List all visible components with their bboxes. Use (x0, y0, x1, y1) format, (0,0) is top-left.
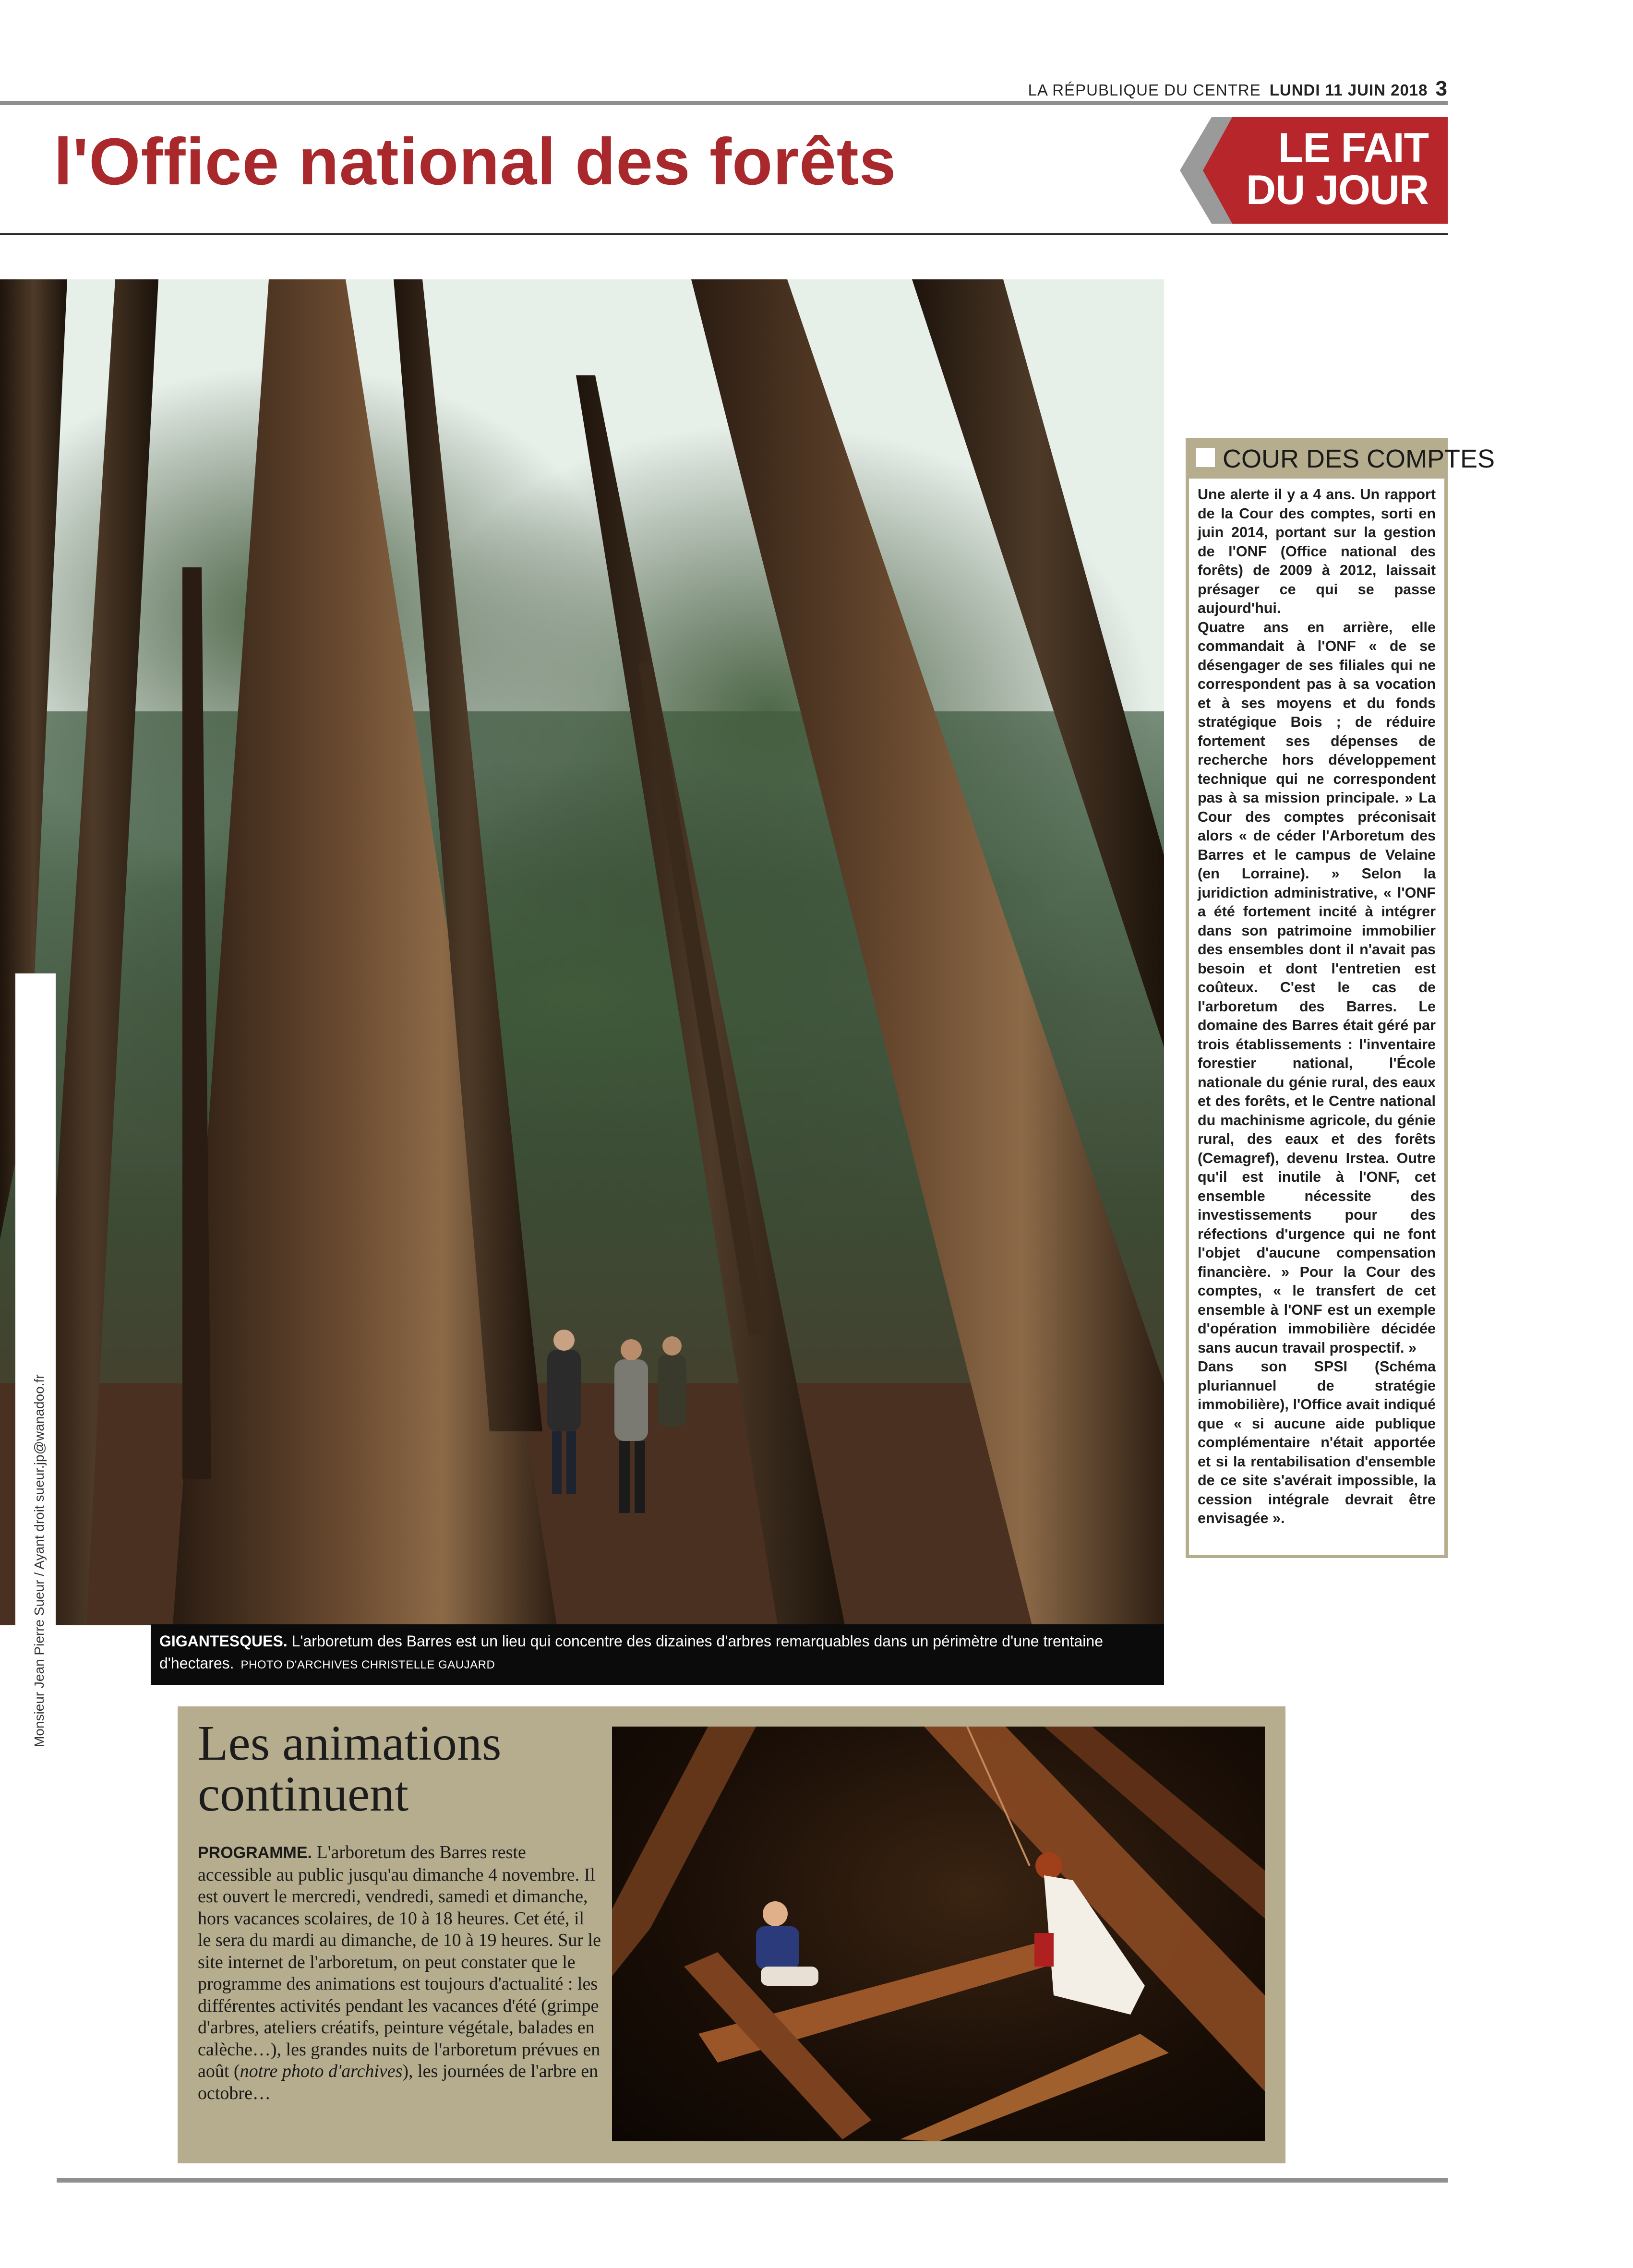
sidebar-paragraph: Dans son SPSI (Schéma pluriannuel de stratégie immobilière), l'Office avait indiqué que « si aucune aide publique complémentaire n'était apportée et si la rentabilisation d'ensemble de ce site s'avérait impossible, la cession intégrale devrait être envisagée ». (1198, 1358, 1436, 1526)
badge-line-1: LE FAIT (1278, 125, 1429, 171)
night-tree-illustration (612, 1727, 1265, 2141)
person-sitting (756, 1901, 818, 1986)
top-rule (0, 101, 1448, 105)
sidebar-paragraph-text: Un rapport de la Cour des comptes, sorti en juin 2014, portant sur la gestion de l'ONF (Office national des forêts) de 2009 à 2012, laissait présager ce qui se passe aujourd'hui. (1198, 486, 1436, 616)
sidebar-kicker: Une alerte il y a 4 ans. (1198, 486, 1356, 503)
animations-text-part2: ), les journées de l'arbre en octobre… (198, 2061, 599, 2103)
masthead (1028, 77, 1448, 101)
caption-lead: GIGANTESQUES. (159, 1632, 288, 1650)
animations-text-italic: notre photo d'archives (240, 2061, 403, 2081)
sidebar-paragraph (1198, 485, 1436, 618)
animations-text (198, 1842, 601, 2104)
main-photo-forest (0, 279, 1164, 1625)
fait-du-jour-badge (1180, 117, 1448, 224)
caption-credit: PHOTO D'ARCHIVES CHRISTELLE GAUJARD (240, 1658, 495, 1671)
badge-line-2: DU JOUR (1246, 167, 1429, 213)
sidebar-paragraph: Quatre ans en arrière, elle commandait à l'ONF « de se désengager de ses filiales qui ne correspondent pas à sa vocation et à ses moyens et du fonds stratégique Bois ; de réduire fortement ses dépenses de recherche hors développement technique qui ne correspondent pas à sa mission principale. » La Cour des comptes préconisait alors « de céder l'Arboretum des Barres et le campus de Velaine (en Lorraine). » Selon la juridiction administrative, « l'ONF a été fortement incité à intégrer dans son patrimoine immobilier des ensembles dont il n'avait pas besoin et dont l'entretien est coûteux. C'est le cas de l'arboretum des Barres. Le domaine des Barres était géré par trois établissements : l'inventaire forestier national, l'École nationale du génie rural, des eaux et des forêts, et le Centre national du machinisme agricole, du génie rural, des eaux et des forêts (Cemagref), devenu Irstea. Outre qu'il est inutile à l'ONF, cet ensemble nécessite des investissements pour des réfections d'urgence qui ne font l'objet d'aucune compensation financière. » Pour la Cour des comptes, « le transfert de cet ensemble à l'ONF est un exemple d'opération immobilière décidée sans aucun travail prospectif. » (1198, 619, 1436, 1356)
animations-box (178, 1706, 1285, 2163)
header-rule (0, 233, 1448, 235)
animations-kicker: PROGRAMME. (198, 1844, 312, 1862)
square-bullet-icon (1196, 448, 1215, 467)
forest-illustration (0, 279, 1164, 1625)
animations-text-part1: L'arboretum des Barres reste accessible au public jusqu'au dimanche 4 novembre. Il est ouvert le mercredi, vendredi, samedi et dimanche, hors vacances scolaires, de 10 à 18 heures. Cet été, il le sera du mardi au dimanche, de 10 à 19 heures. Sur le site internet de l'arboretum, on peut constater que le programme des animations est toujours d'actualité : les différentes activités pendant les vacances d'été (grimpe d'arbres, ateliers créatifs, peinture végétale, balades en calèche…), les grandes nuits de l'arboretum prévues en août ( (198, 1842, 601, 2081)
sidebar-body (1198, 485, 1436, 1528)
vertical-photo-credit: Monsieur Jean Pierre Sueur / Ayant droit sueur.jp@wanadoo.fr (32, 1374, 47, 1747)
animations-title: Les animations continuent (198, 1716, 502, 1822)
page-headline: l'Office national des forêts (54, 125, 897, 199)
sidebar-title: COUR DES COMPTES (1223, 444, 1495, 473)
bottom-rule (57, 2178, 1448, 2183)
caption-text: L'arboretum des Barres est un lieu qui concentre des dizaines d'arbres remarquables dans un périmètre d'une trentaine d'hectares. (159, 1632, 1103, 1672)
main-photo-caption (151, 1624, 1164, 1685)
page-number: 3 (1435, 77, 1448, 100)
issue-date: LUNDI 11 JUIN 2018 (1269, 81, 1428, 99)
animations-photo-night (612, 1727, 1265, 2141)
sidebar-header (1189, 441, 1495, 479)
sidebar-cour-des-comptes (1186, 438, 1495, 1558)
newspaper-name: LA RÉPUBLIQUE DU CENTRE (1028, 81, 1261, 99)
